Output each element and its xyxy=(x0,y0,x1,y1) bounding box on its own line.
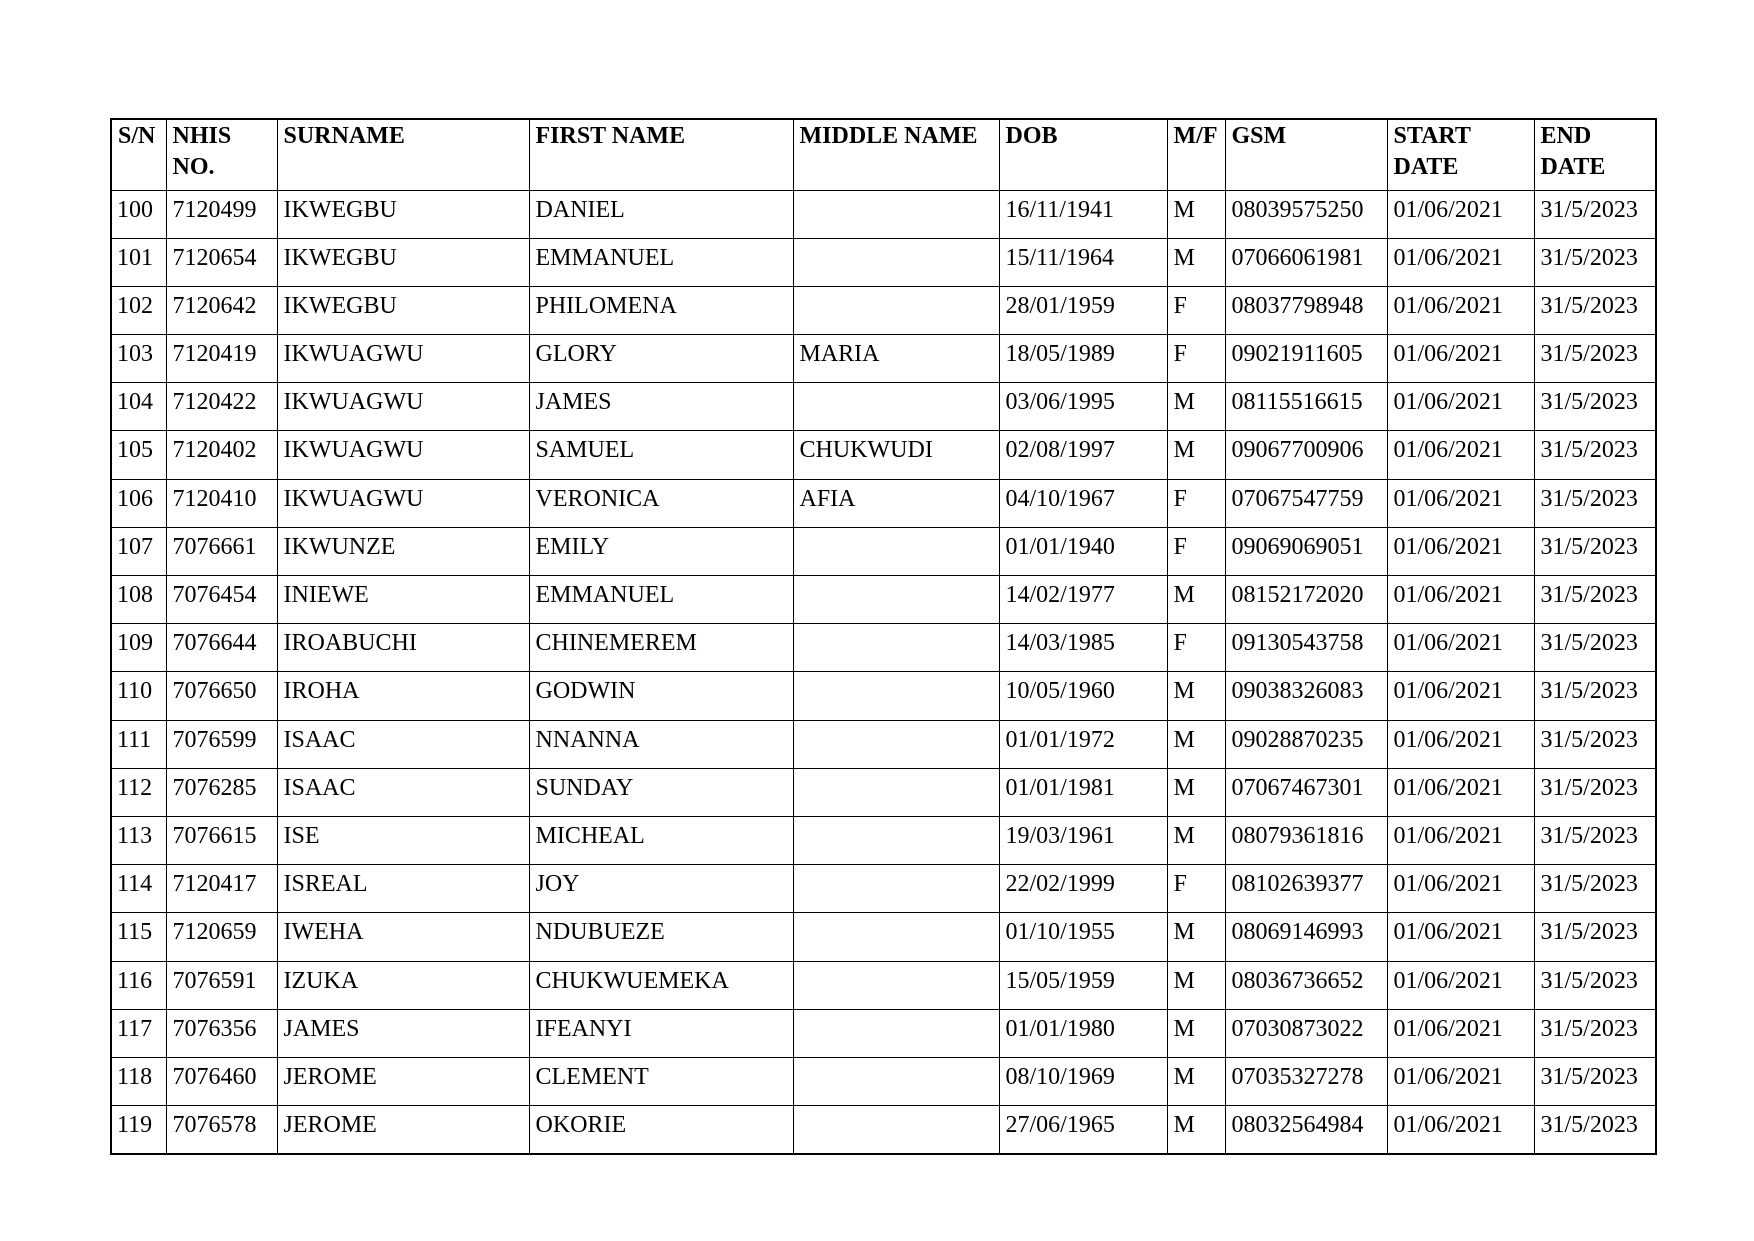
cell-end-date: 31/5/2023 xyxy=(1534,431,1656,479)
cell-gsm: 08037798948 xyxy=(1225,286,1387,334)
cell-sex: F xyxy=(1167,865,1225,913)
cell-dob: 01/01/1940 xyxy=(999,527,1167,575)
cell-gsm: 07035327278 xyxy=(1225,1057,1387,1105)
cell-gsm: 08036736652 xyxy=(1225,961,1387,1009)
cell-first-name: CHUKWUEMEKA xyxy=(529,961,793,1009)
table-row xyxy=(111,913,1656,961)
cell-middle-name xyxy=(793,768,999,816)
cell-nhis-no: 7076454 xyxy=(166,576,277,624)
cell-first-name: OKORIE xyxy=(529,1106,793,1154)
cell-nhis-no: 7076460 xyxy=(166,1057,277,1105)
cell-middle-name xyxy=(793,576,999,624)
cell-sex: M xyxy=(1167,238,1225,286)
cell-end-date: 31/5/2023 xyxy=(1534,335,1656,383)
cell-sex: M xyxy=(1167,1009,1225,1057)
cell-gsm: 08102639377 xyxy=(1225,865,1387,913)
cell-sex: F xyxy=(1167,527,1225,575)
cell-sn: 115 xyxy=(111,913,166,961)
cell-middle-name xyxy=(793,672,999,720)
cell-sn: 107 xyxy=(111,527,166,575)
header-end-date: END DATE xyxy=(1534,119,1656,190)
header-first-name: FIRST NAME xyxy=(529,119,793,190)
cell-surname: IROHA xyxy=(277,672,529,720)
cell-end-date: 31/5/2023 xyxy=(1534,479,1656,527)
cell-surname: IKWEGBU xyxy=(277,286,529,334)
cell-sex: F xyxy=(1167,624,1225,672)
table-row xyxy=(111,479,1656,527)
cell-end-date: 31/5/2023 xyxy=(1534,768,1656,816)
cell-dob: 04/10/1967 xyxy=(999,479,1167,527)
cell-surname: IKWEGBU xyxy=(277,190,529,238)
cell-first-name: VERONICA xyxy=(529,479,793,527)
cell-sn: 102 xyxy=(111,286,166,334)
cell-middle-name xyxy=(793,190,999,238)
cell-surname: INIEWE xyxy=(277,576,529,624)
cell-nhis-no: 7076644 xyxy=(166,624,277,672)
cell-start-date: 01/06/2021 xyxy=(1387,768,1534,816)
cell-gsm: 08069146993 xyxy=(1225,913,1387,961)
cell-end-date: 31/5/2023 xyxy=(1534,672,1656,720)
cell-gsm: 09069069051 xyxy=(1225,527,1387,575)
cell-sn: 112 xyxy=(111,768,166,816)
cell-sex: M xyxy=(1167,576,1225,624)
cell-middle-name xyxy=(793,624,999,672)
cell-dob: 15/05/1959 xyxy=(999,961,1167,1009)
cell-sex: M xyxy=(1167,816,1225,864)
table-row xyxy=(111,335,1656,383)
cell-start-date: 01/06/2021 xyxy=(1387,238,1534,286)
cell-dob: 28/01/1959 xyxy=(999,286,1167,334)
cell-middle-name xyxy=(793,383,999,431)
cell-start-date: 01/06/2021 xyxy=(1387,865,1534,913)
table-row xyxy=(111,383,1656,431)
cell-end-date: 31/5/2023 xyxy=(1534,913,1656,961)
table-row xyxy=(111,286,1656,334)
cell-end-date: 31/5/2023 xyxy=(1534,816,1656,864)
cell-gsm: 07067547759 xyxy=(1225,479,1387,527)
cell-surname: IKWUAGWU xyxy=(277,479,529,527)
cell-first-name: GLORY xyxy=(529,335,793,383)
cell-start-date: 01/06/2021 xyxy=(1387,479,1534,527)
header-sex: M/F xyxy=(1167,119,1225,190)
cell-middle-name xyxy=(793,1057,999,1105)
cell-first-name: JAMES xyxy=(529,383,793,431)
cell-start-date: 01/06/2021 xyxy=(1387,720,1534,768)
cell-start-date: 01/06/2021 xyxy=(1387,1106,1534,1154)
cell-start-date: 01/06/2021 xyxy=(1387,335,1534,383)
cell-nhis-no: 7120659 xyxy=(166,913,277,961)
cell-sn: 114 xyxy=(111,865,166,913)
cell-gsm: 07066061981 xyxy=(1225,238,1387,286)
cell-nhis-no: 7076661 xyxy=(166,527,277,575)
cell-end-date: 31/5/2023 xyxy=(1534,383,1656,431)
cell-gsm: 07067467301 xyxy=(1225,768,1387,816)
cell-sex: M xyxy=(1167,768,1225,816)
cell-sex: M xyxy=(1167,383,1225,431)
cell-surname: JEROME xyxy=(277,1057,529,1105)
cell-end-date: 31/5/2023 xyxy=(1534,1106,1656,1154)
cell-first-name: DANIEL xyxy=(529,190,793,238)
cell-sex: M xyxy=(1167,913,1225,961)
cell-dob: 27/06/1965 xyxy=(999,1106,1167,1154)
cell-sn: 113 xyxy=(111,816,166,864)
cell-sn: 105 xyxy=(111,431,166,479)
cell-sex: M xyxy=(1167,431,1225,479)
cell-start-date: 01/06/2021 xyxy=(1387,961,1534,1009)
cell-start-date: 01/06/2021 xyxy=(1387,190,1534,238)
cell-dob: 22/02/1999 xyxy=(999,865,1167,913)
cell-middle-name xyxy=(793,913,999,961)
table-row xyxy=(111,1057,1656,1105)
cell-sn: 109 xyxy=(111,624,166,672)
cell-dob: 01/10/1955 xyxy=(999,913,1167,961)
header-dob: DOB xyxy=(999,119,1167,190)
cell-sex: M xyxy=(1167,1106,1225,1154)
cell-sex: F xyxy=(1167,479,1225,527)
cell-dob: 01/01/1972 xyxy=(999,720,1167,768)
cell-nhis-no: 7076578 xyxy=(166,1106,277,1154)
cell-middle-name: MARIA xyxy=(793,335,999,383)
cell-end-date: 31/5/2023 xyxy=(1534,286,1656,334)
header-start-date: START DATE xyxy=(1387,119,1534,190)
table-row xyxy=(111,238,1656,286)
cell-end-date: 31/5/2023 xyxy=(1534,720,1656,768)
cell-nhis-no: 7120402 xyxy=(166,431,277,479)
cell-sn: 108 xyxy=(111,576,166,624)
cell-gsm: 09038326083 xyxy=(1225,672,1387,720)
cell-gsm: 09028870235 xyxy=(1225,720,1387,768)
table-row xyxy=(111,576,1656,624)
cell-surname: JEROME xyxy=(277,1106,529,1154)
table-row xyxy=(111,816,1656,864)
cell-nhis-no: 7076356 xyxy=(166,1009,277,1057)
cell-middle-name xyxy=(793,720,999,768)
cell-surname: ISREAL xyxy=(277,865,529,913)
cell-nhis-no: 7076591 xyxy=(166,961,277,1009)
cell-sex: M xyxy=(1167,961,1225,1009)
cell-surname: IWEHA xyxy=(277,913,529,961)
cell-start-date: 01/06/2021 xyxy=(1387,383,1534,431)
table-row xyxy=(111,1009,1656,1057)
cell-dob: 08/10/1969 xyxy=(999,1057,1167,1105)
cell-sn: 106 xyxy=(111,479,166,527)
cell-dob: 02/08/1997 xyxy=(999,431,1167,479)
cell-end-date: 31/5/2023 xyxy=(1534,190,1656,238)
table-row xyxy=(111,672,1656,720)
cell-nhis-no: 7120422 xyxy=(166,383,277,431)
table-row xyxy=(111,190,1656,238)
header-gsm: GSM xyxy=(1225,119,1387,190)
cell-sn: 104 xyxy=(111,383,166,431)
cell-gsm: 09130543758 xyxy=(1225,624,1387,672)
cell-first-name: EMMANUEL xyxy=(529,238,793,286)
cell-surname: IKWEGBU xyxy=(277,238,529,286)
cell-surname: ISAAC xyxy=(277,768,529,816)
table-row xyxy=(111,431,1656,479)
cell-start-date: 01/06/2021 xyxy=(1387,913,1534,961)
header-middle-name: MIDDLE NAME xyxy=(793,119,999,190)
cell-nhis-no: 7120654 xyxy=(166,238,277,286)
header-row xyxy=(111,119,1656,190)
cell-middle-name xyxy=(793,865,999,913)
cell-nhis-no: 7076650 xyxy=(166,672,277,720)
cell-dob: 03/06/1995 xyxy=(999,383,1167,431)
cell-gsm: 08152172020 xyxy=(1225,576,1387,624)
table-row xyxy=(111,527,1656,575)
cell-first-name: SUNDAY xyxy=(529,768,793,816)
header-sn: S/N xyxy=(111,119,166,190)
header-nhis-no: NHIS NO. xyxy=(166,119,277,190)
cell-nhis-no: 7076615 xyxy=(166,816,277,864)
cell-nhis-no: 7076285 xyxy=(166,768,277,816)
cell-gsm: 08032564984 xyxy=(1225,1106,1387,1154)
cell-end-date: 31/5/2023 xyxy=(1534,238,1656,286)
header-surname: SURNAME xyxy=(277,119,529,190)
cell-dob: 14/02/1977 xyxy=(999,576,1167,624)
cell-sex: M xyxy=(1167,190,1225,238)
cell-start-date: 01/06/2021 xyxy=(1387,527,1534,575)
cell-dob: 01/01/1981 xyxy=(999,768,1167,816)
cell-surname: JAMES xyxy=(277,1009,529,1057)
cell-end-date: 31/5/2023 xyxy=(1534,527,1656,575)
cell-surname: IKWUAGWU xyxy=(277,383,529,431)
cell-first-name: EMMANUEL xyxy=(529,576,793,624)
cell-dob: 16/11/1941 xyxy=(999,190,1167,238)
cell-end-date: 31/5/2023 xyxy=(1534,961,1656,1009)
cell-start-date: 01/06/2021 xyxy=(1387,624,1534,672)
cell-end-date: 31/5/2023 xyxy=(1534,624,1656,672)
cell-nhis-no: 7120410 xyxy=(166,479,277,527)
cell-end-date: 31/5/2023 xyxy=(1534,1009,1656,1057)
cell-first-name: NDUBUEZE xyxy=(529,913,793,961)
cell-nhis-no: 7076599 xyxy=(166,720,277,768)
cell-gsm: 07030873022 xyxy=(1225,1009,1387,1057)
cell-nhis-no: 7120419 xyxy=(166,335,277,383)
cell-dob: 01/01/1980 xyxy=(999,1009,1167,1057)
cell-sex: F xyxy=(1167,286,1225,334)
table-row xyxy=(111,768,1656,816)
cell-middle-name xyxy=(793,286,999,334)
cell-sex: M xyxy=(1167,720,1225,768)
cell-sn: 117 xyxy=(111,1009,166,1057)
table-row xyxy=(111,1106,1656,1154)
enrollee-table xyxy=(110,118,1657,1155)
cell-dob: 15/11/1964 xyxy=(999,238,1167,286)
cell-nhis-no: 7120642 xyxy=(166,286,277,334)
cell-gsm: 08115516615 xyxy=(1225,383,1387,431)
cell-middle-name: AFIA xyxy=(793,479,999,527)
cell-middle-name: CHUKWUDI xyxy=(793,431,999,479)
cell-sn: 100 xyxy=(111,190,166,238)
cell-gsm: 08079361816 xyxy=(1225,816,1387,864)
cell-start-date: 01/06/2021 xyxy=(1387,1057,1534,1105)
cell-first-name: CHINEMEREM xyxy=(529,624,793,672)
cell-sn: 110 xyxy=(111,672,166,720)
cell-start-date: 01/06/2021 xyxy=(1387,1009,1534,1057)
cell-nhis-no: 7120417 xyxy=(166,865,277,913)
cell-first-name: EMILY xyxy=(529,527,793,575)
cell-surname: ISAAC xyxy=(277,720,529,768)
cell-gsm: 08039575250 xyxy=(1225,190,1387,238)
cell-surname: IKWUAGWU xyxy=(277,431,529,479)
table-row xyxy=(111,865,1656,913)
cell-sn: 103 xyxy=(111,335,166,383)
cell-end-date: 31/5/2023 xyxy=(1534,1057,1656,1105)
cell-start-date: 01/06/2021 xyxy=(1387,576,1534,624)
cell-first-name: PHILOMENA xyxy=(529,286,793,334)
cell-first-name: GODWIN xyxy=(529,672,793,720)
cell-gsm: 09021911605 xyxy=(1225,335,1387,383)
cell-nhis-no: 7120499 xyxy=(166,190,277,238)
cell-surname: IKWUAGWU xyxy=(277,335,529,383)
cell-middle-name xyxy=(793,1106,999,1154)
cell-surname: IKWUNZE xyxy=(277,527,529,575)
cell-first-name: IFEANYI xyxy=(529,1009,793,1057)
cell-sex: M xyxy=(1167,1057,1225,1105)
table-body xyxy=(111,190,1656,1154)
cell-first-name: NNANNA xyxy=(529,720,793,768)
cell-middle-name xyxy=(793,816,999,864)
cell-sn: 119 xyxy=(111,1106,166,1154)
cell-sn: 101 xyxy=(111,238,166,286)
cell-start-date: 01/06/2021 xyxy=(1387,816,1534,864)
cell-first-name: CLEMENT xyxy=(529,1057,793,1105)
cell-start-date: 01/06/2021 xyxy=(1387,431,1534,479)
cell-sex: M xyxy=(1167,672,1225,720)
cell-middle-name xyxy=(793,238,999,286)
table-row xyxy=(111,624,1656,672)
cell-dob: 18/05/1989 xyxy=(999,335,1167,383)
cell-sn: 116 xyxy=(111,961,166,1009)
cell-surname: IROABUCHI xyxy=(277,624,529,672)
cell-middle-name xyxy=(793,527,999,575)
cell-dob: 19/03/1961 xyxy=(999,816,1167,864)
table-row xyxy=(111,961,1656,1009)
table-row xyxy=(111,720,1656,768)
cell-middle-name xyxy=(793,1009,999,1057)
cell-first-name: JOY xyxy=(529,865,793,913)
cell-end-date: 31/5/2023 xyxy=(1534,865,1656,913)
cell-start-date: 01/06/2021 xyxy=(1387,672,1534,720)
cell-surname: IZUKA xyxy=(277,961,529,1009)
cell-sex: F xyxy=(1167,335,1225,383)
cell-first-name: SAMUEL xyxy=(529,431,793,479)
cell-end-date: 31/5/2023 xyxy=(1534,576,1656,624)
cell-middle-name xyxy=(793,961,999,1009)
cell-dob: 14/03/1985 xyxy=(999,624,1167,672)
cell-gsm: 09067700906 xyxy=(1225,431,1387,479)
cell-start-date: 01/06/2021 xyxy=(1387,286,1534,334)
cell-surname: ISE xyxy=(277,816,529,864)
cell-sn: 118 xyxy=(111,1057,166,1105)
cell-first-name: MICHEAL xyxy=(529,816,793,864)
cell-dob: 10/05/1960 xyxy=(999,672,1167,720)
cell-sn: 111 xyxy=(111,720,166,768)
